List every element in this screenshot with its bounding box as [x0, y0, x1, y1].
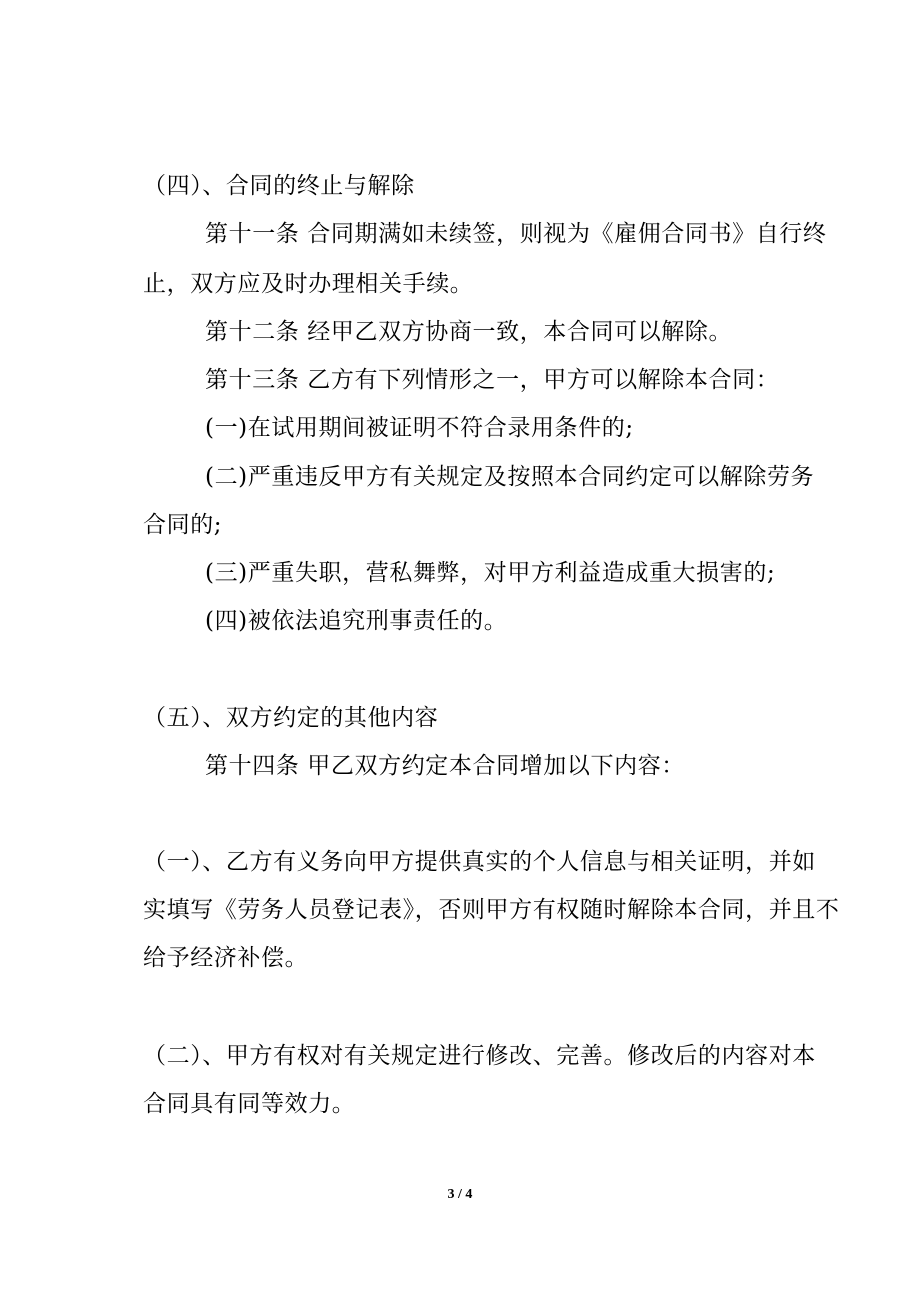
article-11-line-2: 止，双方应及时办理相关手续。	[143, 271, 474, 297]
article-13-item-2-line-2: 合同的;	[143, 512, 223, 538]
clause-1-line-2: 实填写《劳务人员登记表》，否则甲方有权随时解除本合同，并且不	[143, 897, 840, 923]
article-13: 第十三条 乙方有下列情形之一，甲方可以解除本合同：	[205, 367, 780, 393]
clause-2-line-2: 合同具有同等效力。	[143, 1091, 356, 1117]
article-12: 第十二条 经甲乙双方协商一致，本合同可以解除。	[205, 319, 733, 345]
article-13-item-2-line-1: (二)严重违反甲方有关规定及按照本合同约定可以解除劳务	[205, 464, 815, 490]
article-13-item-3: (三)严重失职，营私舞弊，对甲方利益造成重大损害的;	[205, 560, 776, 586]
clause-1-line-3: 给予经济补偿。	[143, 945, 309, 971]
article-13-item-1: (一)在试用期间被证明不符合录用条件的;	[205, 415, 634, 441]
article-13-item-4: (四)被依法追究刑事责任的。	[205, 608, 508, 634]
clause-1-line-1: （一）、乙方有义务向甲方提供真实的个人信息与相关证明，并如	[143, 849, 816, 875]
clause-2-line-1: （二）、甲方有权对有关规定进行修改、完善。修改后的内容对本	[143, 1043, 816, 1069]
section-heading-termination: （四）、合同的终止与解除	[143, 173, 415, 199]
section-heading-other-terms: （五）、双方约定的其他内容	[143, 705, 439, 731]
article-14: 第十四条 甲乙双方约定本合同增加以下内容：	[205, 753, 685, 779]
page-number: 3 / 4	[447, 1187, 473, 1202]
article-11-line-1: 第十一条 合同期满如未续签，则视为《雇佣合同书》自行终	[205, 221, 827, 247]
